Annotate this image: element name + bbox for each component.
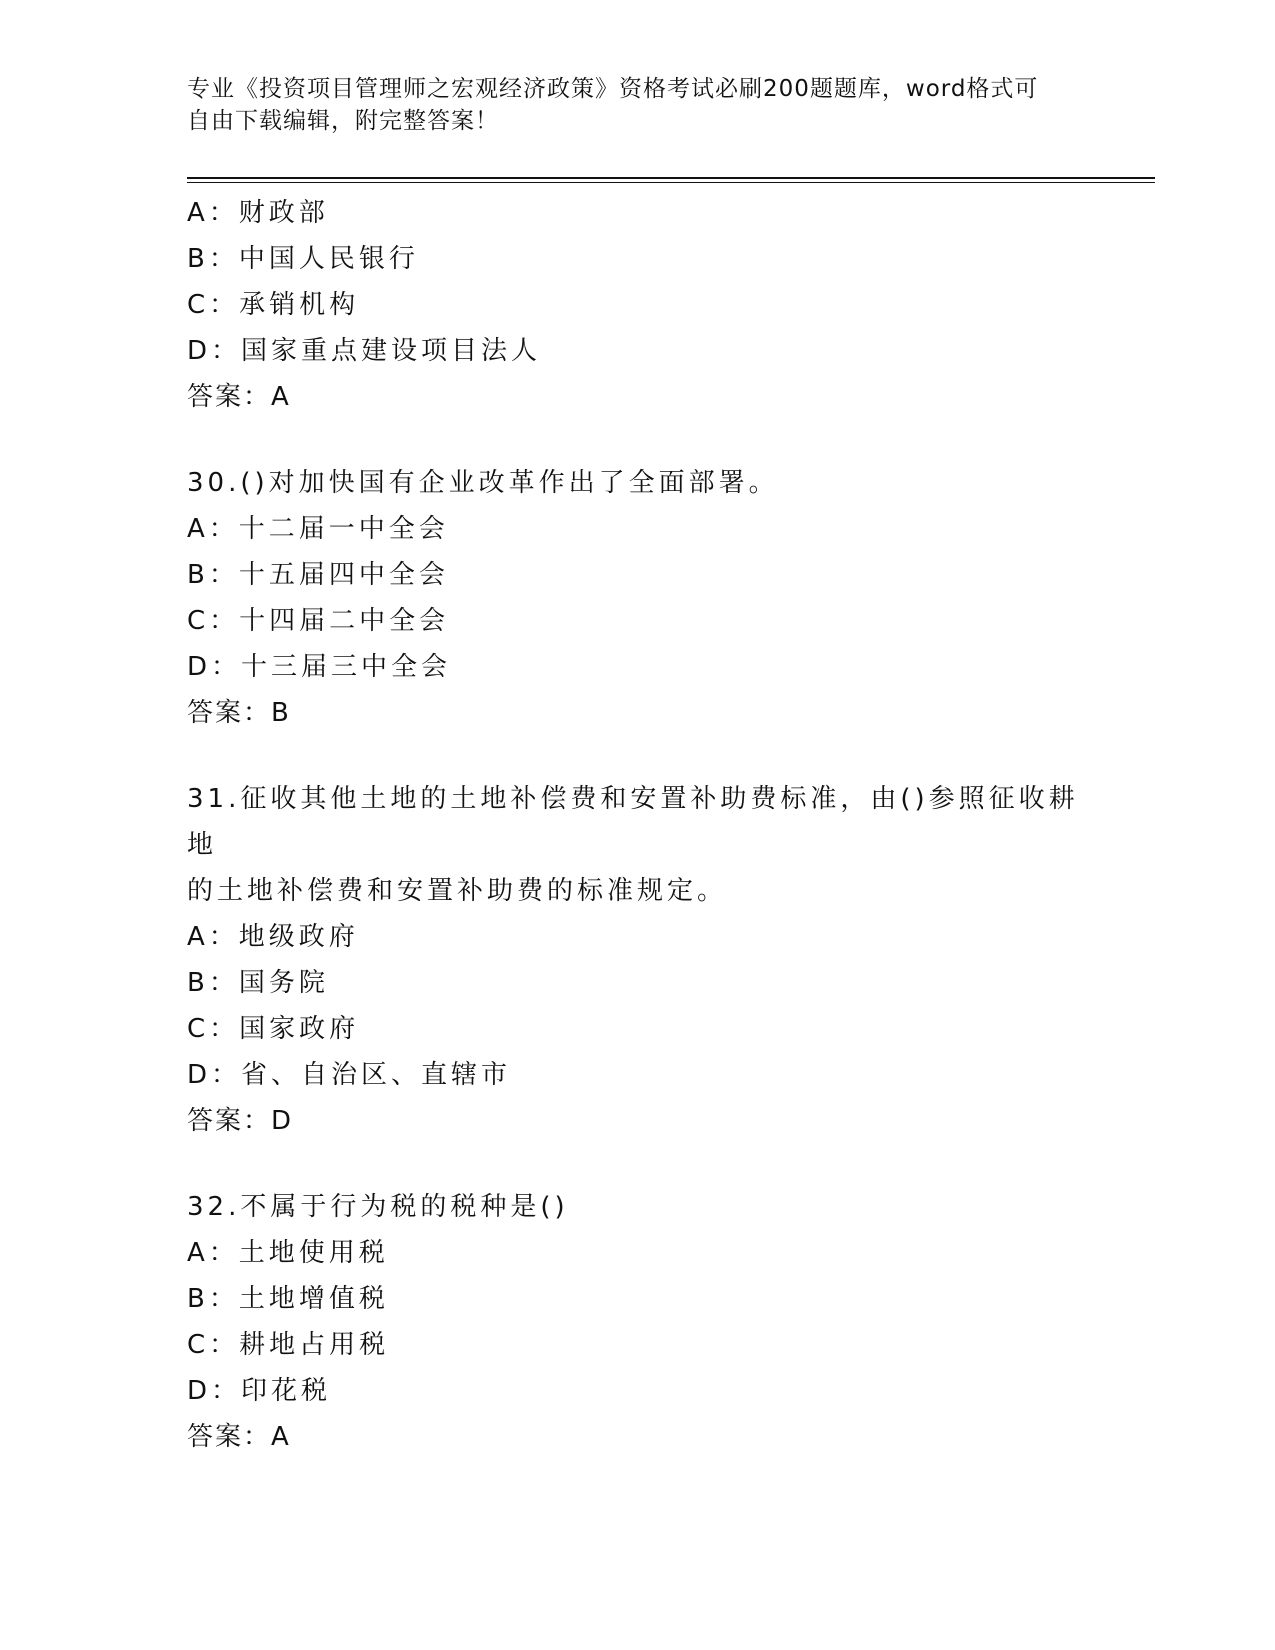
option-c: C：耕地占用税 bbox=[187, 1330, 390, 1360]
question-block-30 bbox=[187, 460, 1087, 736]
option-a: A：十二届一中全会 bbox=[187, 514, 449, 544]
question-stem-line-2: 的土地补偿费和安置补助费的标准规定。 bbox=[187, 876, 728, 906]
option-d: D：十三届三中全会 bbox=[187, 652, 452, 682]
option-d: D：省、自治区、直辖市 bbox=[187, 1060, 512, 1090]
option-c: C：承销机构 bbox=[187, 290, 360, 320]
option-b: B：国务院 bbox=[187, 968, 329, 998]
question-block-31 bbox=[187, 776, 1087, 1144]
document-header bbox=[187, 73, 1087, 137]
option-c: C：国家政府 bbox=[187, 1014, 360, 1044]
answer: 答案：A bbox=[187, 382, 291, 412]
answer: 答案：A bbox=[187, 1422, 291, 1452]
option-a: A：财政部 bbox=[187, 198, 329, 228]
question-block-32 bbox=[187, 1184, 1087, 1460]
option-a: A：地级政府 bbox=[187, 922, 359, 952]
header-divider-thin bbox=[187, 182, 1155, 183]
option-d: D：印花税 bbox=[187, 1376, 332, 1406]
question-block-29 bbox=[187, 190, 1087, 420]
option-b: B：中国人民银行 bbox=[187, 244, 419, 274]
header-divider bbox=[187, 177, 1155, 179]
answer: 答案：B bbox=[187, 698, 291, 728]
question-stem-line-1: 31.征收其他土地的土地补偿费和安置补助费标准，由()参照征收耕地 bbox=[187, 784, 1079, 860]
question-stem: 30.()对加快国有企业改革作出了全面部署。 bbox=[187, 468, 779, 498]
question-list bbox=[187, 190, 1087, 1460]
header-line-2: 自由下载编辑，附完整答案！ bbox=[187, 108, 499, 134]
header-line-1: 专业《投资项目管理师之宏观经济政策》资格考试必刷200题题库，word格式可 bbox=[187, 76, 1039, 102]
option-a: A：土地使用税 bbox=[187, 1238, 389, 1268]
option-b: B：土地增值税 bbox=[187, 1284, 389, 1314]
option-d: D：国家重点建设项目法人 bbox=[187, 336, 542, 366]
question-stem: 32.不属于行为税的税种是() bbox=[187, 1192, 569, 1222]
option-b: B：十五届四中全会 bbox=[187, 560, 449, 590]
option-c: C：十四届二中全会 bbox=[187, 606, 450, 636]
answer: 答案：D bbox=[187, 1106, 294, 1136]
